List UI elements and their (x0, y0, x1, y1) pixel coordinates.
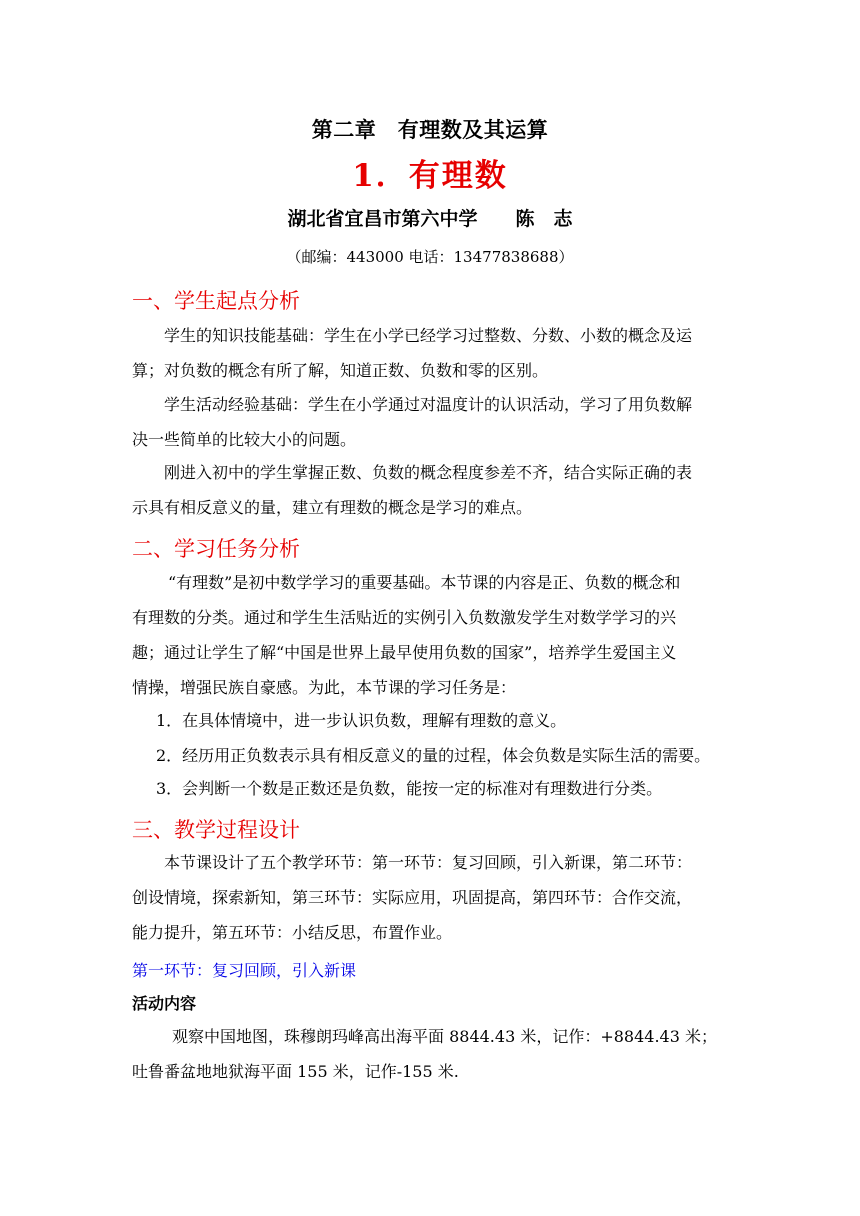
paragraph-task-intro (132, 565, 732, 705)
paragraph-knowledge-basis (132, 318, 732, 388)
paragraph-line: 决一些简单的比较大小的问题。 (132, 430, 357, 449)
paragraph-line: 学生活动经验基础：学生在小学通过对温度计的认识活动，学习了用负数解 (164, 395, 693, 414)
paragraph-line: 学生的知识技能基础：学生在小学已经学习过整数、分数、小数的概念及运 (164, 326, 693, 345)
stage-one-heading: 第一环节：复习回顾，引入新课 (132, 961, 357, 980)
paragraph-line: 有理数的分类。通过和学生生活贴近的实例引入负数激发学生对数学学习的兴 (132, 608, 677, 627)
paragraph-line: 趣；通过让学生了解“中国是世界上最早使用负数的国家”，培养学生爱国主义 (132, 643, 677, 662)
section-heading-task-analysis: 二、学习任务分析 (132, 537, 300, 561)
paragraph-line: 算；对负数的概念有所了解，知道正数、负数和零的区别。 (132, 361, 549, 380)
activity-content-heading: 活动内容 (132, 994, 197, 1013)
task-list-item-3: 3．会判断一个数是正数还是负数，能按一定的标准对有理数进行分类。 (156, 779, 663, 798)
paragraph-line: 本节课设计了五个教学环节：第一环节：复习回顾，引入新课，第二环节： (164, 853, 693, 872)
chapter-title: 第二章 有理数及其运算 (311, 117, 549, 142)
paragraph-line: 情操，增强民族自豪感。为此，本节课的学习任务是： (132, 678, 517, 697)
paragraph-process-overview (132, 845, 732, 950)
paragraph-line: 观察中国地图，珠穆朗玛峰高出海平面 8844.43 米，记作：+8844.43 米； (172, 1027, 717, 1046)
task-list-item-1: 1．在具体情境中，进一步认识负数，理解有理数的意义。 (156, 711, 567, 730)
contact-line: （邮编：443000 电话：13477838688） (286, 248, 574, 266)
lesson-title: 1．有理数 (352, 158, 508, 194)
author-line: 湖北省宜昌市第六中学 陈 志 (287, 208, 573, 230)
section-heading-student-analysis: 一、学生起点分析 (132, 289, 300, 313)
paragraph-line: 刚进入初中的学生掌握正数、负数的概念程度参差不齐，结合实际正确的表 (164, 463, 693, 482)
paragraph-difficulty (132, 455, 732, 525)
paragraph-line: “有理数”是初中数学学习的重要基础。本节课的内容是正、负数的概念和 (168, 573, 681, 592)
paragraph-line: 示具有相反意义的量，建立有理数的概念是学习的难点。 (132, 498, 533, 517)
paragraph-activity-basis (132, 387, 732, 457)
paragraph-line: 吐鲁番盆地地狱海平面 155 米，记作-155 米. (132, 1062, 459, 1081)
paragraph-activity-content (132, 1019, 732, 1089)
paragraph-line: 能力提升，第五环节：小结反思，布置作业。 (132, 923, 453, 942)
section-heading-process-design: 三、教学过程设计 (132, 818, 300, 842)
paragraph-line: 创设情境，探索新知，第三环节：实际应用，巩固提高，第四环节：合作交流， (132, 888, 693, 907)
task-list-item-2: 2．经历用正负数表示具有相反意义的量的过程，体会负数是实际生活的需要。 (156, 746, 711, 765)
